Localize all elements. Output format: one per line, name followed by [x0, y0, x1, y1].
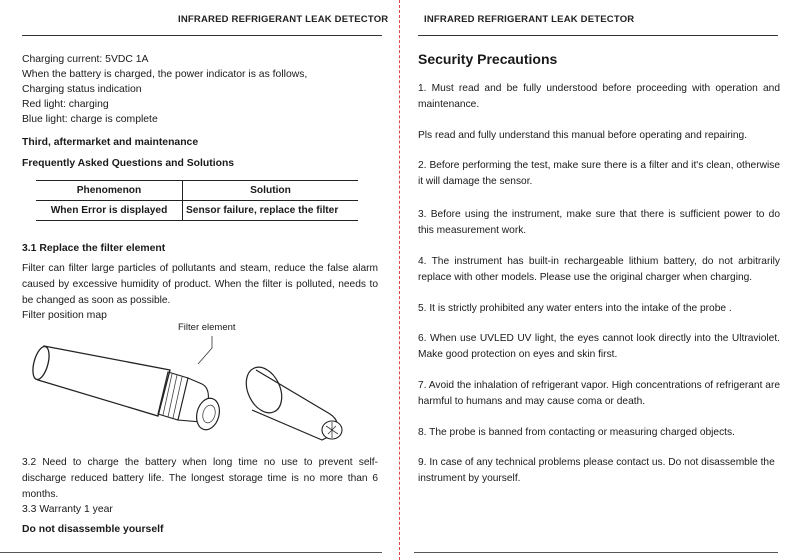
- right-footer-rule: [414, 552, 778, 553]
- right-page: [400, 0, 800, 560]
- right-page-header: INFRARED REFRIGERANT LEAK DETECTOR: [424, 14, 635, 25]
- battery-storage-text: 3.2 Need to charge the battery when long time no use to prevent self-discharge reduced battery life. The longest storage time is no more than 6 months.: [22, 457, 378, 500]
- solution-cell: Sensor failure, replace the filter: [183, 201, 359, 221]
- faq-table: [36, 180, 358, 221]
- table-row: [36, 201, 358, 221]
- filter-replace-heading: 3.1 Replace the filter element: [22, 243, 166, 254]
- precaution-item-5: 5. It is strictly prohibited any water enters into the intake of the probe .: [418, 303, 732, 314]
- left-header-rule: [22, 35, 382, 36]
- precaution-item-3: 3. Before using the instrument, make sure that there is sufficient power to do this measurement work.: [418, 209, 780, 236]
- filter-position-map-label: Filter position map: [22, 310, 107, 321]
- callout-leader-line: [198, 336, 212, 364]
- precaution-item-4: 4. The instrument has built-in rechargeable lithium battery, do not arbitrarily replace with other models. Please use the original charger when charging.: [418, 256, 780, 283]
- table-header-row: [36, 181, 358, 201]
- precaution-item-1-note: Pls read and fully understand this manual before operating and repairing.: [418, 130, 748, 141]
- phenomenon-cell: When Error is displayed: [36, 201, 183, 221]
- precaution-item-1: 1. Must read and be fully understood before proceeding with operation and maintenance.: [418, 83, 780, 110]
- left-footer-rule: [0, 552, 382, 553]
- no-disassemble-heading: Do not disassemble yourself: [22, 524, 164, 535]
- filter-element-callout: Filter element: [178, 322, 236, 333]
- precaution-item-7: 7. Avoid the inhalation of refrigerant vapor. High concentrations of refrigerant are harmful to humans and may cause coma or death.: [418, 380, 780, 407]
- charging-current-line: Charging current: 5VDC 1A: [22, 54, 149, 65]
- faq-heading: Frequently Asked Questions and Solutions: [22, 158, 235, 169]
- aftermarket-heading: Third, aftermarket and maintenance: [22, 137, 199, 148]
- right-header-rule: [418, 35, 778, 36]
- column-header-phenomenon: Phenomenon: [36, 181, 183, 201]
- security-precautions-title: Security Precautions: [418, 51, 558, 67]
- filter-position-diagram: [30, 318, 370, 448]
- left-page-header: INFRARED REFRIGERANT LEAK DETECTOR: [178, 14, 389, 25]
- battery-charged-line: When the battery is charged, the power indicator is as follows,: [22, 69, 308, 80]
- blue-light-line: Blue light: charge is complete: [22, 114, 158, 125]
- charging-status-line: Charging status indication: [22, 84, 142, 95]
- filter-description: Filter can filter large particles of pollutants and steam, reduce the false alarm caused by excessive humidity of product. When the filter is polluted, needs to be changed as soon as possible.: [22, 263, 378, 306]
- precaution-item-6: 6. When use UVLED UV light, the eyes cannot look directly into the Ultraviolet. Make good protection on eyes and skin first.: [418, 333, 780, 360]
- precaution-item-9: 9. In case of any technical problems please contact us. Do not disassemble the instrument by yourself.: [418, 457, 775, 484]
- red-light-line: Red light: charging: [22, 99, 109, 110]
- probe-cap-icon: [239, 361, 342, 440]
- column-header-solution: Solution: [183, 181, 359, 201]
- warranty-line: 3.3 Warranty 1 year: [22, 504, 113, 515]
- precaution-item-8: 8. The probe is banned from contacting or measuring charged objects.: [418, 427, 735, 438]
- probe-body-icon: [30, 345, 223, 433]
- precaution-item-2: 2. Before performing the test, make sure there is a filter and it's clean, otherwise it will damage the sensor.: [418, 160, 780, 187]
